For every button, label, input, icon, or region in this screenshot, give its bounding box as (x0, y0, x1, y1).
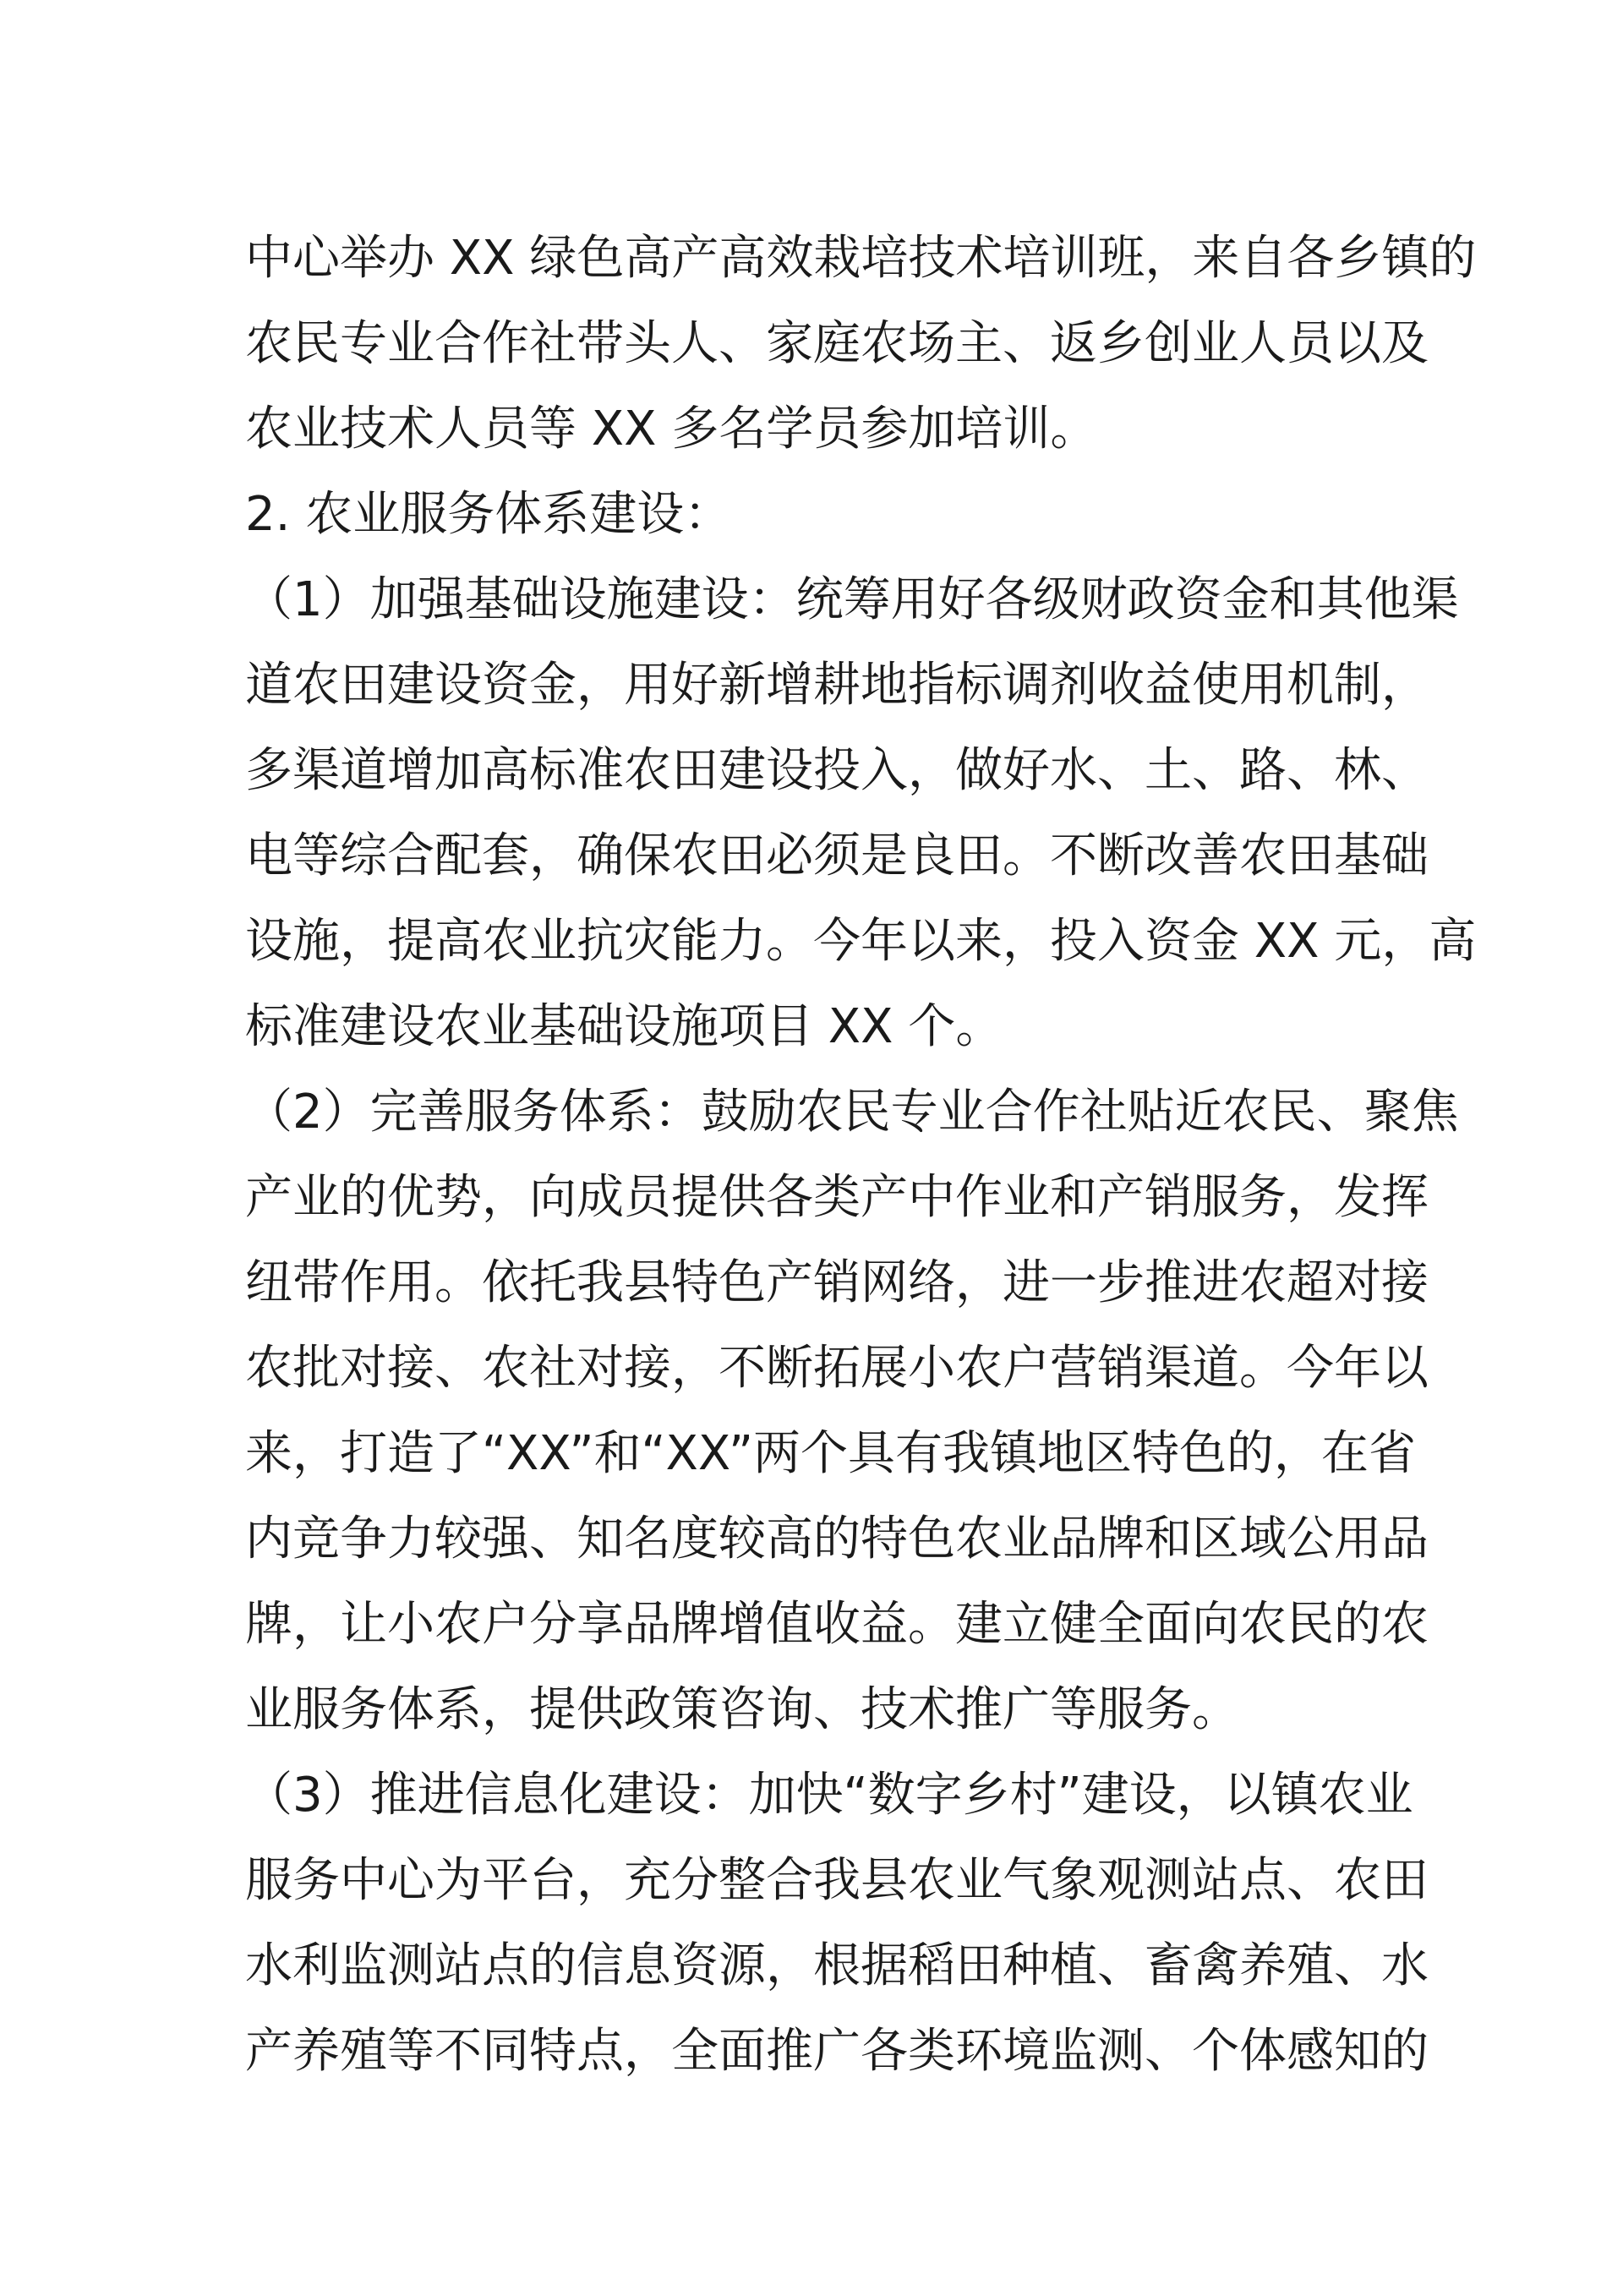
text-line: 产养殖等不同特点，全面推广各类环境监测、个体感知的 (245, 2024, 1429, 2079)
text-line: 服务中心为平台，充分整合我县农业气象观测站点、农田 (245, 1853, 1429, 1908)
text-line: 标准建设农业基础设施项目 XX 个。 (245, 999, 1003, 1054)
section-heading: 2. 农业服务体系建设： (245, 487, 732, 542)
text-line: 业服务体系，提供政策咨询、技术推广等服务。 (245, 1682, 1239, 1737)
text-line: 中心举办 XX 绿色高产高效栽培技术培训班，来自各乡镇的 (245, 231, 1477, 286)
text-line: （1）加强基础设施建设：统筹用好各级财政资金和其他渠 (245, 572, 1459, 627)
text-line: 农业技术人员等 XX 多名学员参加培训。 (245, 402, 1098, 456)
text-line: 电等综合配套，确保农田必须是良田。不断改善农田基础 (245, 828, 1429, 883)
text-line: 产业的优势，向成员提供各类产中作业和产销服务，发挥 (245, 1170, 1429, 1225)
text-line: 农批对接、农社对接，不断拓展小农户营销渠道。今年以 (245, 1341, 1429, 1396)
text-line: 农民专业合作社带头人、家庭农场主、返乡创业人员以及 (245, 316, 1429, 371)
text-line: 多渠道增加高标准农田建设投入，做好水、土、路、林、 (245, 743, 1429, 798)
text-line: （3）推进信息化建设：加快“数字乡村”建设，以镇农业 (245, 1768, 1413, 1823)
text-line: 水利监测站点的信息资源，根据稻田种植、畜禽养殖、水 (245, 1938, 1429, 1993)
text-line: 纽带作用。依托我县特色产销网络，进一步推进农超对接 (245, 1255, 1429, 1310)
text-line: 道农田建设资金，用好新增耕地指标调剂收益使用机制， (245, 658, 1429, 713)
text-line: 牌，让小农户分享品牌增值收益。建立健全面向农民的农 (245, 1597, 1429, 1652)
text-line: 设施，提高农业抗灾能力。今年以来，投入资金 XX 元，高 (245, 914, 1477, 969)
body-text (245, 216, 1477, 2094)
text-line: （2）完善服务体系：鼓励农民专业合作社贴近农民、聚焦 (245, 1085, 1459, 1140)
text-line: 内竞争力较强、知名度较高的特色农业品牌和区域公用品 (245, 1512, 1429, 1566)
text-line: 来，打造了“XX”和“XX”两个具有我镇地区特色的，在省 (245, 1426, 1416, 1481)
